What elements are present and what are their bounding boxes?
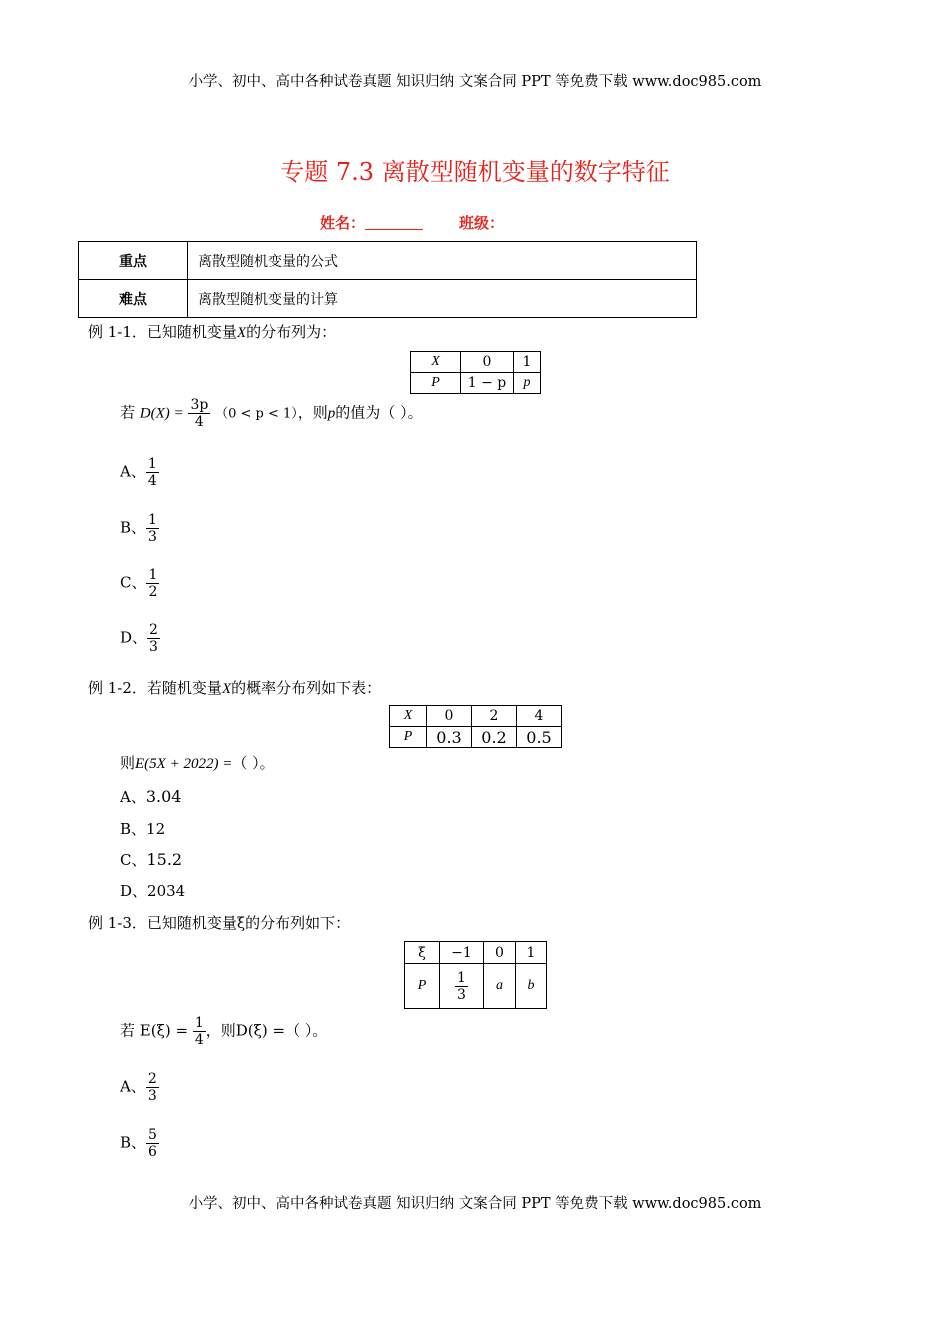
table-row	[390, 706, 562, 727]
fraction: $\frac{1}{2}$	[148, 567, 158, 600]
table-cell	[440, 964, 484, 1009]
table-row	[79, 242, 697, 280]
question-2-ask: 则E(5X + 2022) =（ ）。	[120, 754, 275, 772]
q2-option-a[interactable]: A、3.04	[120, 787, 182, 806]
fraction: $\frac{5}{6}$	[148, 1127, 157, 1160]
name-class-line	[320, 212, 504, 233]
q2-option-b[interactable]: B、12	[120, 820, 166, 838]
table-row	[411, 373, 541, 394]
q2-option-d[interactable]: D、2034	[120, 882, 186, 900]
q1-option-d[interactable]: D、 $\frac{2}{3}$	[120, 622, 158, 655]
question-3-condition: 若 E(ξ) = $\frac{1}{4}$ ，则D(ξ) =（ ）。	[120, 1015, 328, 1048]
name-label: 姓名：	[320, 214, 366, 232]
page-header: 小学、初中、高中各种试卷真题 知识归纳 文案合同 PPT 等免费下载 www.doc985.com	[188, 74, 762, 90]
table-cell: X	[411, 352, 461, 373]
table-cell: P	[390, 727, 427, 748]
table-cell: 1	[514, 352, 541, 373]
table-cell: 4	[517, 706, 562, 727]
table-cell: a	[484, 964, 516, 1009]
q3-distribution-table	[404, 941, 547, 1009]
table-row	[411, 352, 541, 373]
key-label: 难点	[79, 280, 188, 318]
fraction: $\frac{1}{3}$	[457, 969, 466, 1003]
q1-option-c[interactable]: C、 $\frac{1}{2}$	[120, 567, 158, 600]
table-cell: 1 − p	[461, 373, 514, 394]
page-title: 专题 7.3 离散型随机变量的数字特征	[280, 158, 670, 186]
question-1-condition: 若 D(X) = $\frac{3p}{4}$ （0 < p < 1），则p的值为（ ）。	[120, 397, 423, 430]
table-row	[405, 964, 547, 1009]
key-points-table	[78, 241, 697, 318]
fraction: $\frac{1}{4}$	[194, 1015, 204, 1048]
fraction: $\frac{1}{3}$	[148, 512, 157, 545]
question-1-stem: 例 1-1．已知随机变量X的分布列为：	[88, 323, 337, 341]
q3-option-b[interactable]: B、 $\frac{5}{6}$	[120, 1127, 157, 1160]
table-cell: 0.5	[517, 727, 562, 748]
fraction: $\frac{3p}{4}$	[190, 397, 209, 430]
class-label: 班级：	[459, 214, 505, 232]
question-3-stem: 例 1-3．已知随机变量ξ的分布列如下：	[88, 914, 351, 932]
q1-option-a[interactable]: A、 $\frac{1}{4}$	[120, 456, 157, 489]
fraction: $\frac{2}{3}$	[147, 1071, 157, 1104]
table-cell: ξ	[405, 942, 440, 964]
q2-distribution-table	[389, 705, 562, 748]
q2-option-c[interactable]: C、15.2	[120, 850, 183, 869]
table-cell: 2	[472, 706, 517, 727]
fraction: $\frac{2}{3}$	[149, 622, 158, 655]
table-cell: 0.2	[472, 727, 517, 748]
table-cell: 0.3	[427, 727, 472, 748]
question-2-stem: 例 1-2．若随机变量X的概率分布列如下表：	[88, 679, 382, 697]
table-cell: −1	[440, 942, 484, 964]
table-cell: P	[405, 964, 440, 1009]
q1-distribution-table	[410, 351, 541, 394]
key-value: 离散型随机变量的计算	[188, 280, 697, 318]
key-value: 离散型随机变量的公式	[188, 242, 697, 280]
q3-option-a[interactable]: A、 $\frac{2}{3}$	[120, 1071, 157, 1104]
table-cell: b	[516, 964, 547, 1009]
table-row	[405, 942, 547, 964]
table-cell: X	[390, 706, 427, 727]
table-cell: P	[411, 373, 461, 394]
table-row	[79, 280, 697, 318]
q1-option-b[interactable]: B、 $\frac{1}{3}$	[120, 512, 157, 545]
name-blank[interactable]	[365, 215, 423, 230]
table-row	[390, 727, 562, 748]
key-label: 重点	[79, 242, 188, 280]
fraction: $\frac{1}{4}$	[147, 456, 157, 489]
page-footer: 小学、初中、高中各种试卷真题 知识归纳 文案合同 PPT 等免费下载 www.doc985.com	[188, 1196, 762, 1212]
table-cell: 0	[427, 706, 472, 727]
table-cell: p	[514, 373, 541, 394]
table-cell: 1	[516, 942, 547, 964]
table-cell: 0	[484, 942, 516, 964]
table-cell: 0	[461, 352, 514, 373]
